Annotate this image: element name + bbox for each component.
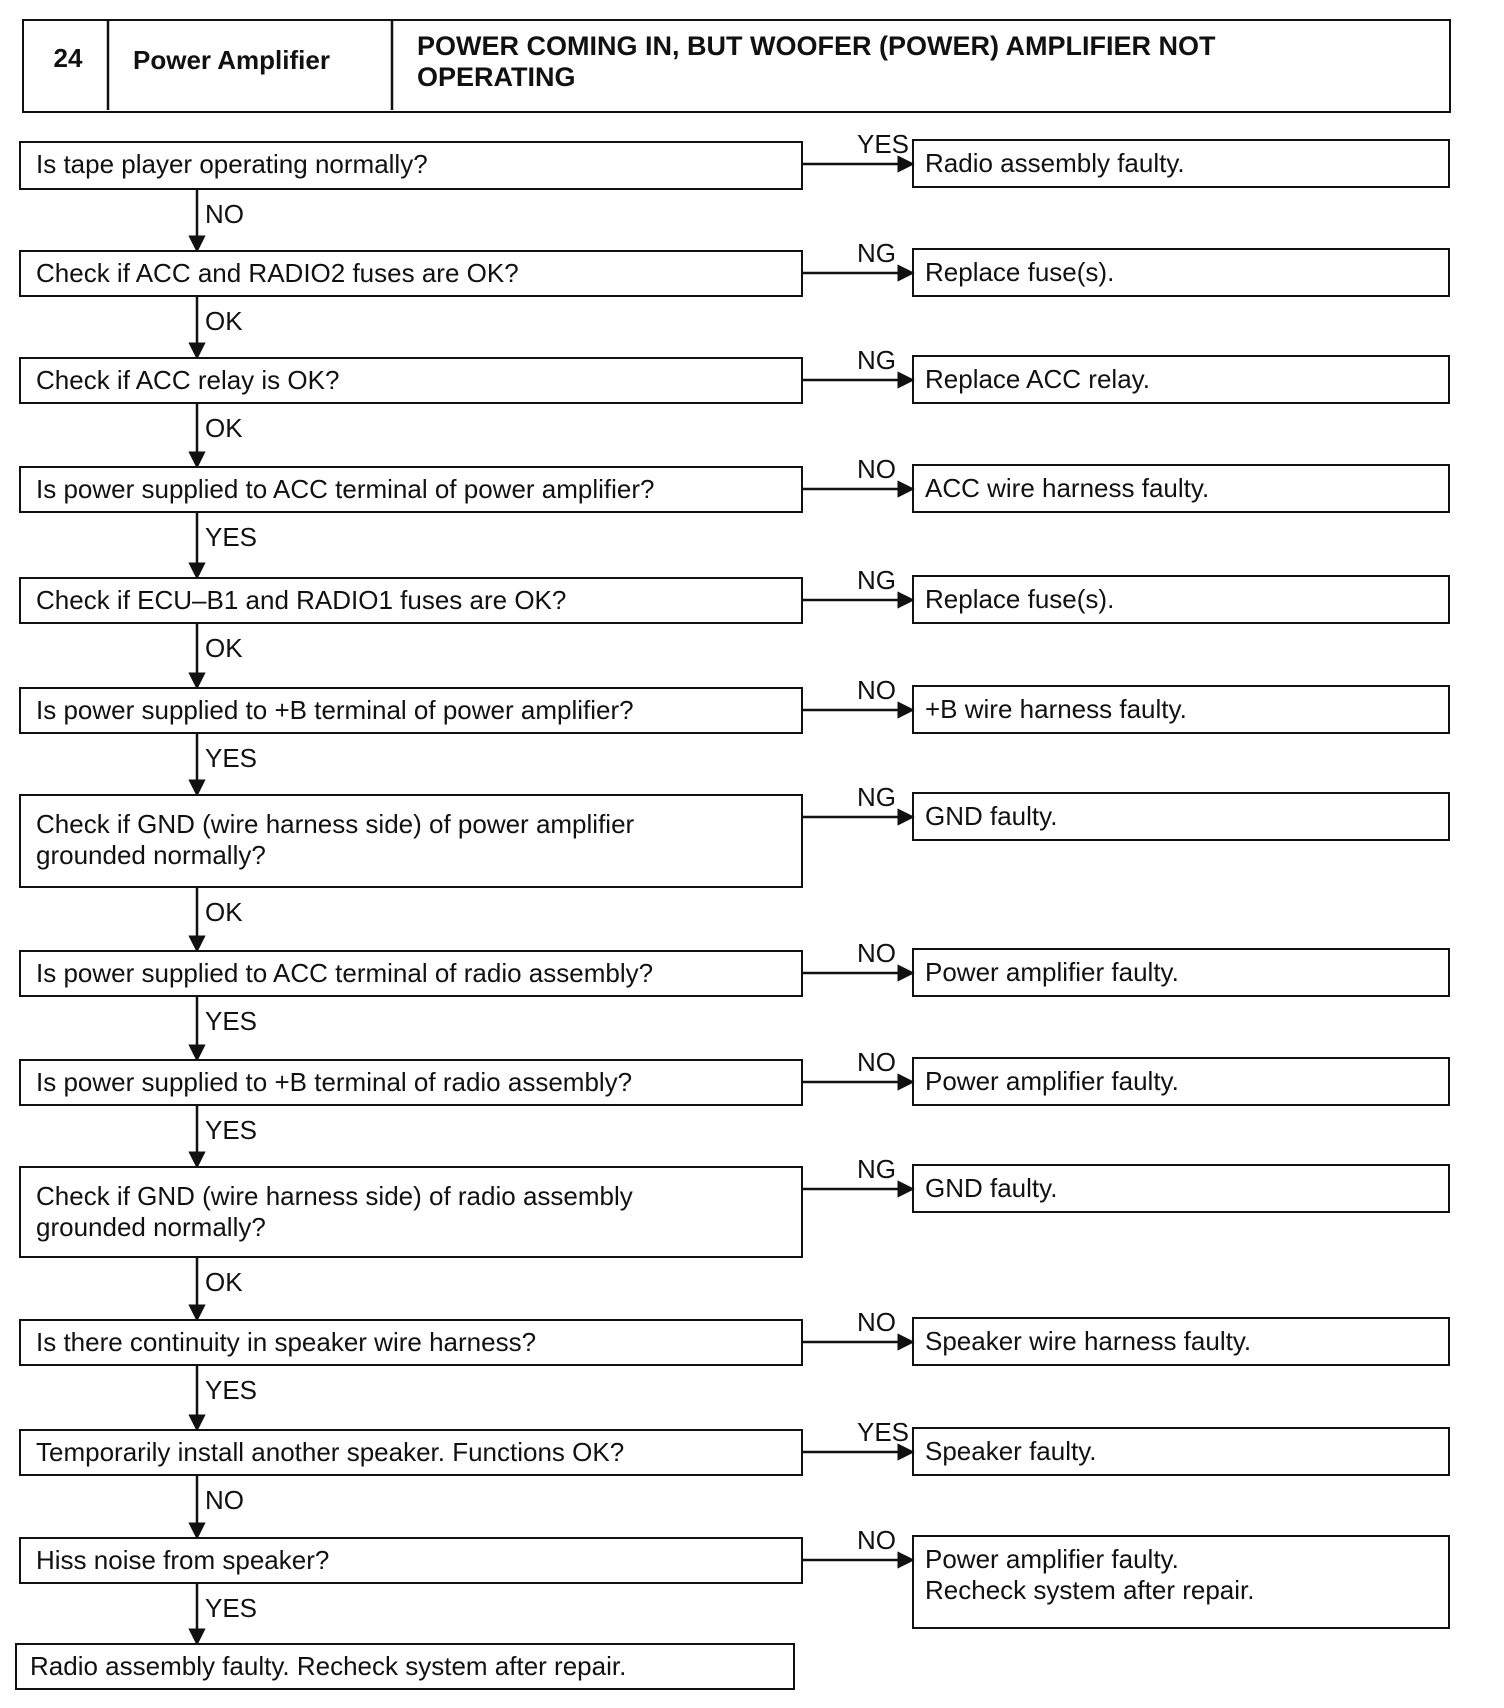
result-text: Replace ACC relay.: [925, 364, 1150, 394]
flow-step: [20, 1307, 1449, 1430]
question-text: Check if ACC and RADIO2 fuses are OK?: [36, 258, 519, 288]
branch-label: NO: [857, 1525, 896, 1555]
branch-label: NG: [857, 565, 896, 595]
down-label: OK: [205, 306, 243, 336]
flow-step: [20, 782, 1449, 951]
final-result-text: Radio assembly faulty. Recheck system after repair.: [30, 1651, 627, 1681]
down-label: NO: [205, 1485, 244, 1515]
result-text: ACC wire harness faulty.: [925, 473, 1210, 503]
down-label: NO: [205, 199, 244, 229]
branch-label: NG: [857, 782, 896, 812]
result-text: GND faulty.: [925, 801, 1058, 831]
branch-label: NO: [857, 1307, 896, 1337]
result-text: Power amplifier faulty.: [925, 957, 1179, 987]
flow-step: [20, 565, 1449, 688]
flow-step: [20, 1154, 1449, 1320]
question-text: Temporarily install another speaker. Functions OK?: [36, 1437, 625, 1467]
question-text: Is power supplied to ACC terminal of radio assembly?: [36, 958, 654, 988]
result-text: Recheck system after repair.: [925, 1575, 1255, 1605]
branch-label: NO: [857, 1047, 896, 1077]
flow-step: [20, 675, 1449, 795]
down-label: OK: [205, 413, 243, 443]
question-text: Is power supplied to ACC terminal of power amplifier?: [36, 474, 655, 504]
result-text: Speaker wire harness faulty.: [925, 1326, 1252, 1356]
result-text: Power amplifier faulty.: [925, 1544, 1179, 1574]
flow-step: [20, 129, 1449, 251]
down-label: YES: [205, 1006, 258, 1036]
final-step: [16, 1644, 794, 1689]
result-text: +B wire harness faulty.: [925, 694, 1187, 724]
result-text: Power amplifier faulty.: [925, 1066, 1179, 1096]
flow-step: [20, 1047, 1449, 1167]
branch-label: YES: [857, 1417, 910, 1447]
down-label: OK: [205, 1267, 243, 1297]
question-text: Check if ACC relay is OK?: [36, 365, 340, 395]
section-number: 24: [53, 43, 83, 73]
question-text: Is power supplied to +B terminal of power amplifier?: [36, 695, 634, 725]
down-label: YES: [205, 522, 258, 552]
branch-label: NO: [857, 938, 896, 968]
down-label: YES: [205, 743, 258, 773]
question-text: Hiss noise from speaker?: [36, 1545, 330, 1575]
down-label: YES: [205, 1375, 258, 1405]
result-text: Radio assembly faulty.: [925, 148, 1185, 178]
question-text: Is there continuity in speaker wire harness?: [36, 1327, 537, 1357]
question-text: grounded normally?: [36, 1212, 266, 1242]
question-text: Check if GND (wire harness side) of radio assembly: [36, 1181, 633, 1211]
flow-step: [20, 1525, 1449, 1644]
branch-label: NO: [857, 675, 896, 705]
question-text: Check if ECU–B1 and RADIO1 fuses are OK?: [36, 585, 567, 615]
down-label: OK: [205, 633, 243, 663]
flow-step: [20, 345, 1449, 467]
question-text: Is tape player operating normally?: [36, 149, 428, 179]
question-text: Check if GND (wire harness side) of power amplifier: [36, 809, 635, 839]
question-text: grounded normally?: [36, 840, 266, 870]
down-label: YES: [205, 1593, 258, 1623]
result-text: Speaker faulty.: [925, 1436, 1097, 1466]
down-label: YES: [205, 1115, 258, 1145]
branch-label: YES: [857, 129, 910, 159]
page-title-line-1: POWER COMING IN, BUT WOOFER (POWER) AMPLIFIER NOT: [417, 31, 1216, 61]
flow-step: [20, 938, 1449, 1060]
branch-label: NG: [857, 238, 896, 268]
result-text: Replace fuse(s).: [925, 257, 1115, 287]
flow-step: [20, 238, 1449, 358]
branch-label: NO: [857, 454, 896, 484]
page-title-line-2: OPERATING: [417, 62, 576, 92]
flow-step: [20, 1417, 1449, 1538]
header: [23, 20, 1450, 112]
flow-step: [20, 454, 1449, 578]
result-text: Replace fuse(s).: [925, 584, 1115, 614]
question-text: Is power supplied to +B terminal of radio assembly?: [36, 1067, 633, 1097]
result-text: GND faulty.: [925, 1173, 1058, 1203]
branch-label: NG: [857, 345, 896, 375]
flow-steps: [16, 129, 1449, 1689]
system-name: Power Amplifier: [133, 45, 330, 75]
branch-label: NG: [857, 1154, 896, 1184]
down-label: OK: [205, 897, 243, 927]
